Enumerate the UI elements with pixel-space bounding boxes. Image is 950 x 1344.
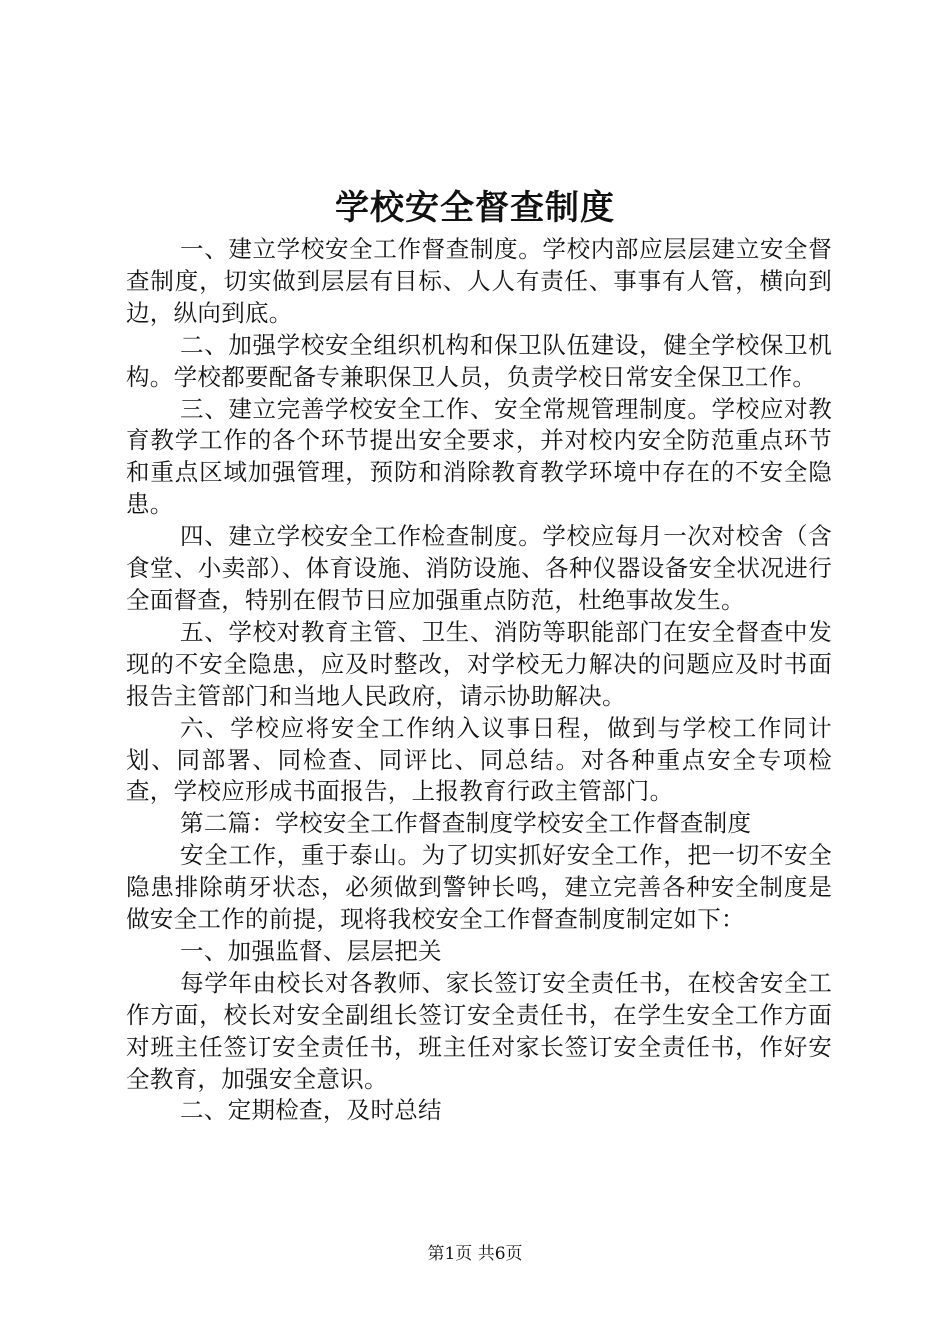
document-title: 学校安全督查制度 — [335, 188, 615, 228]
paragraph: 三、建立完善学校安全工作、安全常规管理制度。学校应对教育教学工作的各个环节提出安全要求，并对校内安全防范重点环节和重点区域加强管理，预防和消除教育教学环境中存在的不安全隐患。 — [126, 394, 832, 519]
page-number-footer: 第1页 共6页 — [427, 1244, 523, 1264]
paragraph: 四、建立学校安全工作检查制度。学校应每月一次对校舍（含食堂、小卖部）、体育设施、消防设施、各种仪器设备安全状况进行全面督查，特别在假节日应加强重点防范，杜绝事故发生。 — [126, 522, 832, 614]
sub-heading: 一、加强监督、层层把关 — [180, 936, 442, 965]
section-heading: 第二篇：学校安全工作督查制度学校安全工作督查制度 — [180, 809, 752, 838]
paragraph: 每学年由校长对各教师、家长签订安全责任书，在校舍安全工作方面，校长对安全副组长签订安全责任书，在学生安全工作方面对班主任签订安全责任书，班主任对家长签订安全责任书，作好安全教育，加强安全意识。 — [126, 968, 832, 1093]
paragraph: 六、学校应将安全工作纳入议事日程，做到与学校工作同计划、同部署、同检查、同评比、同总结。对各种重点安全专项检查，学校应形成书面报告，上报教育行政主管部门。 — [126, 713, 832, 806]
paragraph: 二、加强学校安全组织机构和保卫队伍建设，健全学校保卫机构。学校都要配备专兼职保卫人员，负责学校日常安全保卫工作。 — [126, 330, 832, 391]
document-body — [126, 234, 832, 1127]
paragraph: 五、学校对教育主管、卫生、消防等职能部门在安全督查中发现的不安全隐患，应及时整改，对学校无力解决的问题应及时书面报告主管部门和当地人民政府，请示协助解决。 — [126, 617, 832, 710]
paragraph: 一、建立学校安全工作督查制度。学校内部应层层建立安全督查制度，切实做到层层有目标、人人有责任、事事有人管，横向到边，纵向到底。 — [126, 235, 832, 327]
paragraph: 安全工作，重于泰山。为了切实抓好安全工作，把一切不安全隐患排除萌牙状态，必须做到警钟长鸣，建立完善各种安全制度是做安全工作的前提，现将我校安全工作督查制度制定如下： — [126, 841, 832, 934]
sub-heading: 二、定期检查，及时总结 — [180, 1096, 442, 1125]
